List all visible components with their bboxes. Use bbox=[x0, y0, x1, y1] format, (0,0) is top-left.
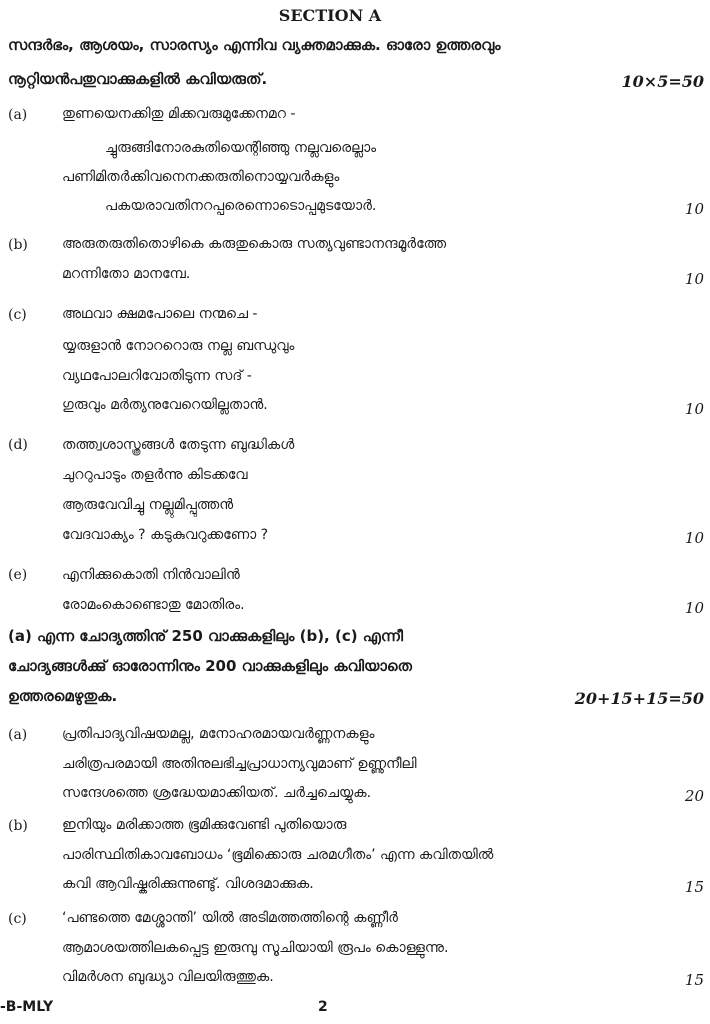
question-c-line-3: വ്യഥപോലറിവോതിടുന്ന സദ് - bbox=[62, 368, 252, 384]
instruction-2-line-2: ചോദ്യങ്ങൾക്കു് ഓരോന്നിനും 200 വാക്കുകളിലും കവിയാതെ bbox=[8, 657, 412, 675]
question-c-line-4: ഗുരുവും മർത്യനുവേറെയില്ലതാൻ. bbox=[62, 397, 268, 413]
question-d-line-4: വേദവാക്യം ? കടുകുവറുക്കണോ ? bbox=[62, 527, 269, 543]
instruction-1-line-2: നൂറ്റിയൻപതുവാക്കുകളിൽ കവിയരുത്. bbox=[8, 70, 268, 88]
question-c-marks: 10 bbox=[684, 400, 704, 418]
question-b-marks: 10 bbox=[684, 270, 704, 288]
question-a-label: (a) bbox=[8, 107, 28, 123]
question2-b-line-2: പാരിസ്ഥിതികാവബോധം ‘ഭൂമിക്കൊരു ചരമഗീതം’ എന്ന കവിതയിൽ bbox=[62, 847, 494, 863]
question-d-line-2: ചുററുപാടും തളർന്നു കിടക്കവേ bbox=[62, 467, 248, 483]
question-a-line-1: തുണയെനക്കിതു മിക്കവരുമുക്കേനമറ - bbox=[62, 106, 296, 122]
question2-c-line-1: ‘പണ്ടത്തെ മേശ്ശാന്തി’ യിൽ അടിമത്തത്തിന്റെ കണ്ണീർ bbox=[62, 910, 398, 926]
question-c-line-1: അഥവാ ക്ഷമപോലെ നന്മചെ - bbox=[62, 306, 258, 322]
question2-a-marks: 20 bbox=[684, 787, 704, 805]
question-e-line-1: എനിക്കുകൊതി നിൻവാലിൻ bbox=[62, 567, 240, 583]
question2-c-label: (c) bbox=[8, 911, 27, 927]
question2-a-line-1: പ്രതിപാദ്യവിഷയമല്ല, മനോഹരമായവർണ്ണനകളും bbox=[62, 726, 375, 742]
footer-paper-code: -B-MLY bbox=[0, 999, 54, 1015]
instruction-2-line-1: (a) എന്ന ചോദ്യത്തിനു് 250 വാക്കുകളിലും (b), (c) എന്നീ bbox=[8, 627, 404, 645]
question2-c-line-2: ആമാശയത്തിലകപ്പെട്ട ഇരുമ്പു സൂചിയായി രൂപം കൊള്ളുന്നു. bbox=[62, 940, 449, 956]
question-e-label: (e) bbox=[8, 567, 28, 583]
question2-b-label: (b) bbox=[8, 818, 28, 834]
question2-c-line-3: വിമർശന ബുദ്ധ്യാ വിലയിരുത്തുക. bbox=[62, 969, 274, 985]
question-a-marks: 10 bbox=[684, 200, 704, 218]
question-c-line-2: യ്യരുളാൻ നോററൊരു നല്ല ബന്ധുവും bbox=[62, 338, 295, 354]
question2-a-line-3: സന്ദേശത്തെ ശ്രദ്ധേയമാക്കിയത്. ചർച്ചചെയ്യുക. bbox=[62, 785, 372, 801]
question2-b-line-1: ഇനിയും മരിക്കാത്ത ഭൂമിക്കുവേണ്ടി പുതിയൊരു bbox=[62, 817, 347, 833]
question-b-line-2: മറന്നിതോ മാനമ്പേ. bbox=[62, 266, 191, 282]
section-title: SECTION A bbox=[278, 6, 382, 25]
question-b-line-1: അരുതരുതിതൊഴികെ കരുതുകൊരു സത്യവുണ്ടാനന്ദമൂർത്തേ bbox=[62, 236, 447, 252]
question-d-label: (d) bbox=[8, 437, 28, 453]
question-d-marks: 10 bbox=[684, 529, 704, 547]
question2-b-marks: 15 bbox=[684, 878, 704, 896]
question2-b-line-3: കവി ആവിഷ്കരിക്കുന്നുണ്ടു്. വിശദമാക്കുക. bbox=[62, 876, 314, 892]
question-d-line-3: ആരുവേവിച്ചു നല്ലുമിപ്പുത്തൻ bbox=[62, 497, 234, 513]
question-e-line-2: രോമംകൊണ്ടൊതു മോതിരം. bbox=[62, 597, 245, 613]
question-a-line-3: പണിമിതർക്കിവനെനക്കരുതിനൊയ്യവർകളും bbox=[62, 169, 340, 185]
question2-a-line-2: ചരിത്രപരമായി അതിനുലഭിച്ചപ്രാധാന്യവുമാണ് ഉണ്ണുനീലി bbox=[62, 756, 417, 772]
footer-page-number: 2 bbox=[318, 999, 328, 1015]
instruction-1-marks: 10×5=50 bbox=[621, 72, 704, 91]
question-c-label: (c) bbox=[8, 307, 27, 323]
question-b-label: (b) bbox=[8, 237, 28, 253]
question-a-line-2: ച്ചുരുങ്ങിനോരകുതിയെന്റിഞ്ഞു നല്ലവരെല്ലാം bbox=[105, 140, 377, 156]
question-d-line-1: തത്ത്വശാസ്ത്രങ്ങൾ തേടുന്ന ബുദ്ധികൾ bbox=[62, 437, 295, 453]
question-a-line-4: പകയരാവതിനറപ്പരെന്നൊടൊപ്പമുടയോർ. bbox=[105, 198, 377, 214]
instruction-1-line-1: സന്ദർഭം, ആശയം, സാരസ്യം എന്നിവ വ്യക്തമാക്കുക. ഓരോ ഉത്തരവും bbox=[8, 36, 501, 54]
question2-a-label: (a) bbox=[8, 727, 28, 743]
instruction-2-line-3: ഉത്തരമെഴുതുക. bbox=[8, 687, 118, 705]
question-e-marks: 10 bbox=[684, 599, 704, 617]
question2-c-marks: 15 bbox=[684, 971, 704, 989]
instruction-2-marks: 20+15+15=50 bbox=[574, 689, 704, 708]
